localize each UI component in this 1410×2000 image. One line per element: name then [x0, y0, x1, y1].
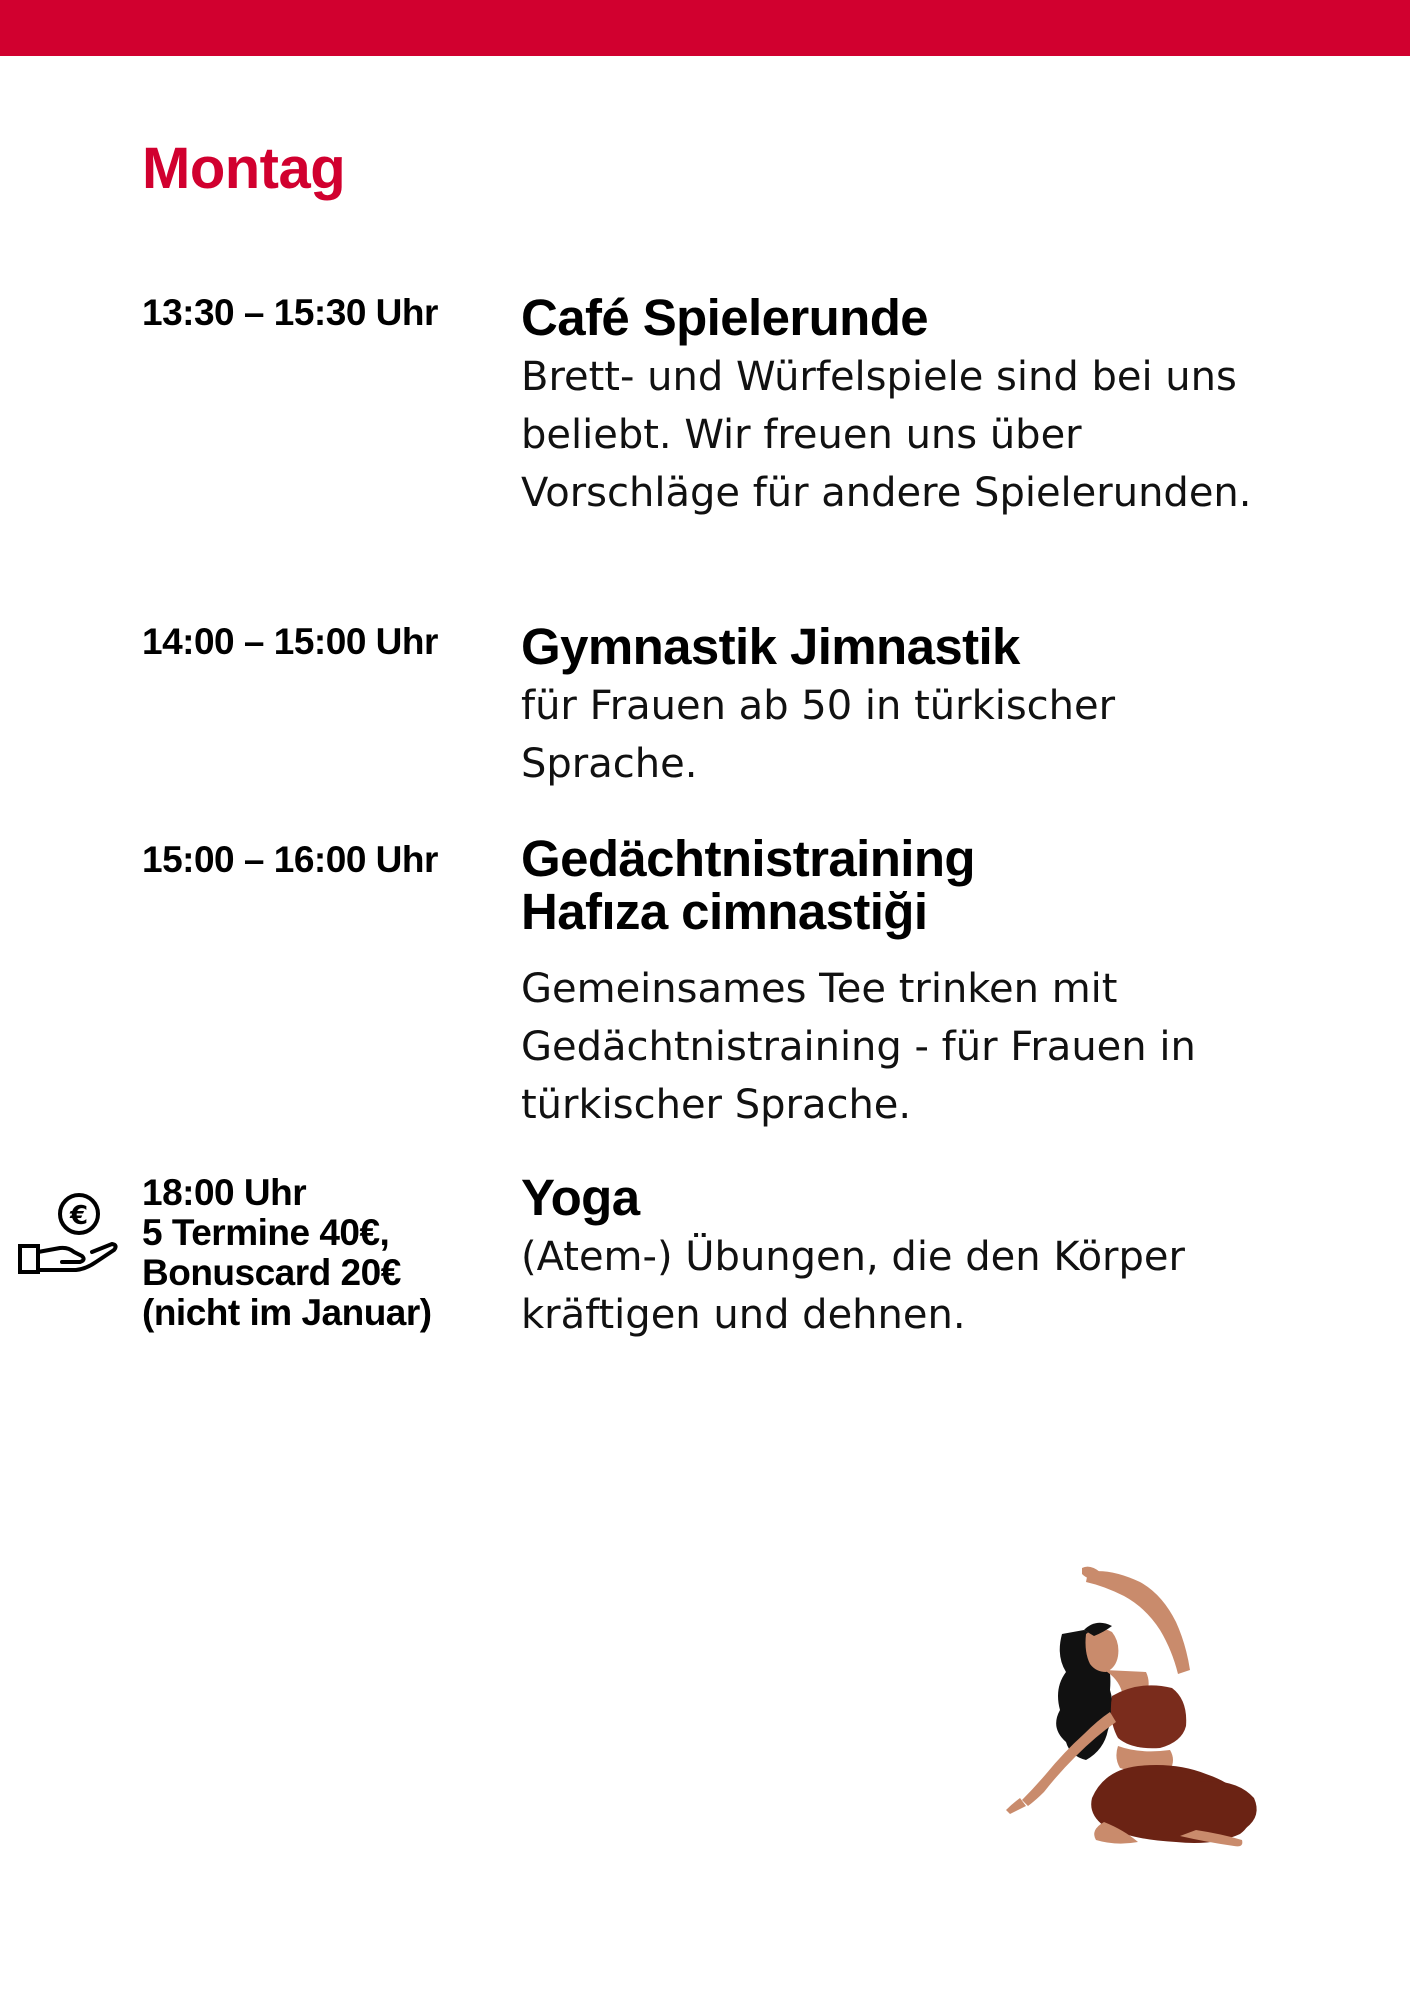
entry-time: 15:00 – 16:00 Uhr — [142, 839, 438, 880]
entry-time — [142, 1173, 482, 1333]
top-accent-bar — [0, 0, 1410, 56]
entry-bonus-line: Bonuscard 20€ — [142, 1252, 401, 1293]
entry-title — [521, 832, 1301, 938]
entry-title: Gymnastik Jimnastik — [521, 618, 1020, 675]
entry-content — [521, 291, 1301, 522]
entry-title: Yoga — [521, 1169, 640, 1226]
svg-text:€: € — [69, 1201, 89, 1231]
entry-time: 13:30 – 15:30 Uhr — [142, 292, 438, 333]
entry-title: Café Spielerunde — [521, 289, 929, 346]
entry-content — [521, 1171, 1301, 1344]
entry-note-line: (nicht im Januar) — [142, 1292, 432, 1333]
entry-description: Brett- und Würfelspiele sind bei uns beliebt. Wir freuen uns über Vorschläge für andere Spielerunden. — [521, 354, 1252, 516]
entry-content — [521, 832, 1301, 1134]
entry-title-line-1: Gedächtnistraining — [521, 830, 975, 887]
euro-hand-icon — [16, 1192, 120, 1282]
entry-description: Gemeinsames Tee trinken mit Gedächtnistraining - für Frauen in türkischer Sprache. — [521, 966, 1196, 1128]
day-title: Montag — [142, 136, 346, 201]
entry-description: (Atem-) Übungen, die den Körper kräftigen und dehnen. — [521, 1234, 1185, 1338]
entry-description: für Frauen ab 50 in türkischer Sprache. — [521, 683, 1116, 787]
yoga-woman-illustration — [1000, 1560, 1290, 1860]
entry-time: 14:00 – 15:00 Uhr — [142, 621, 438, 662]
entry-title-line-2: Hafıza cimnastiği — [521, 883, 928, 940]
entry-time-line-1: 18:00 Uhr — [142, 1172, 307, 1213]
entry-content — [521, 620, 1301, 793]
entry-price-line: 5 Termine 40€, — [142, 1212, 390, 1253]
